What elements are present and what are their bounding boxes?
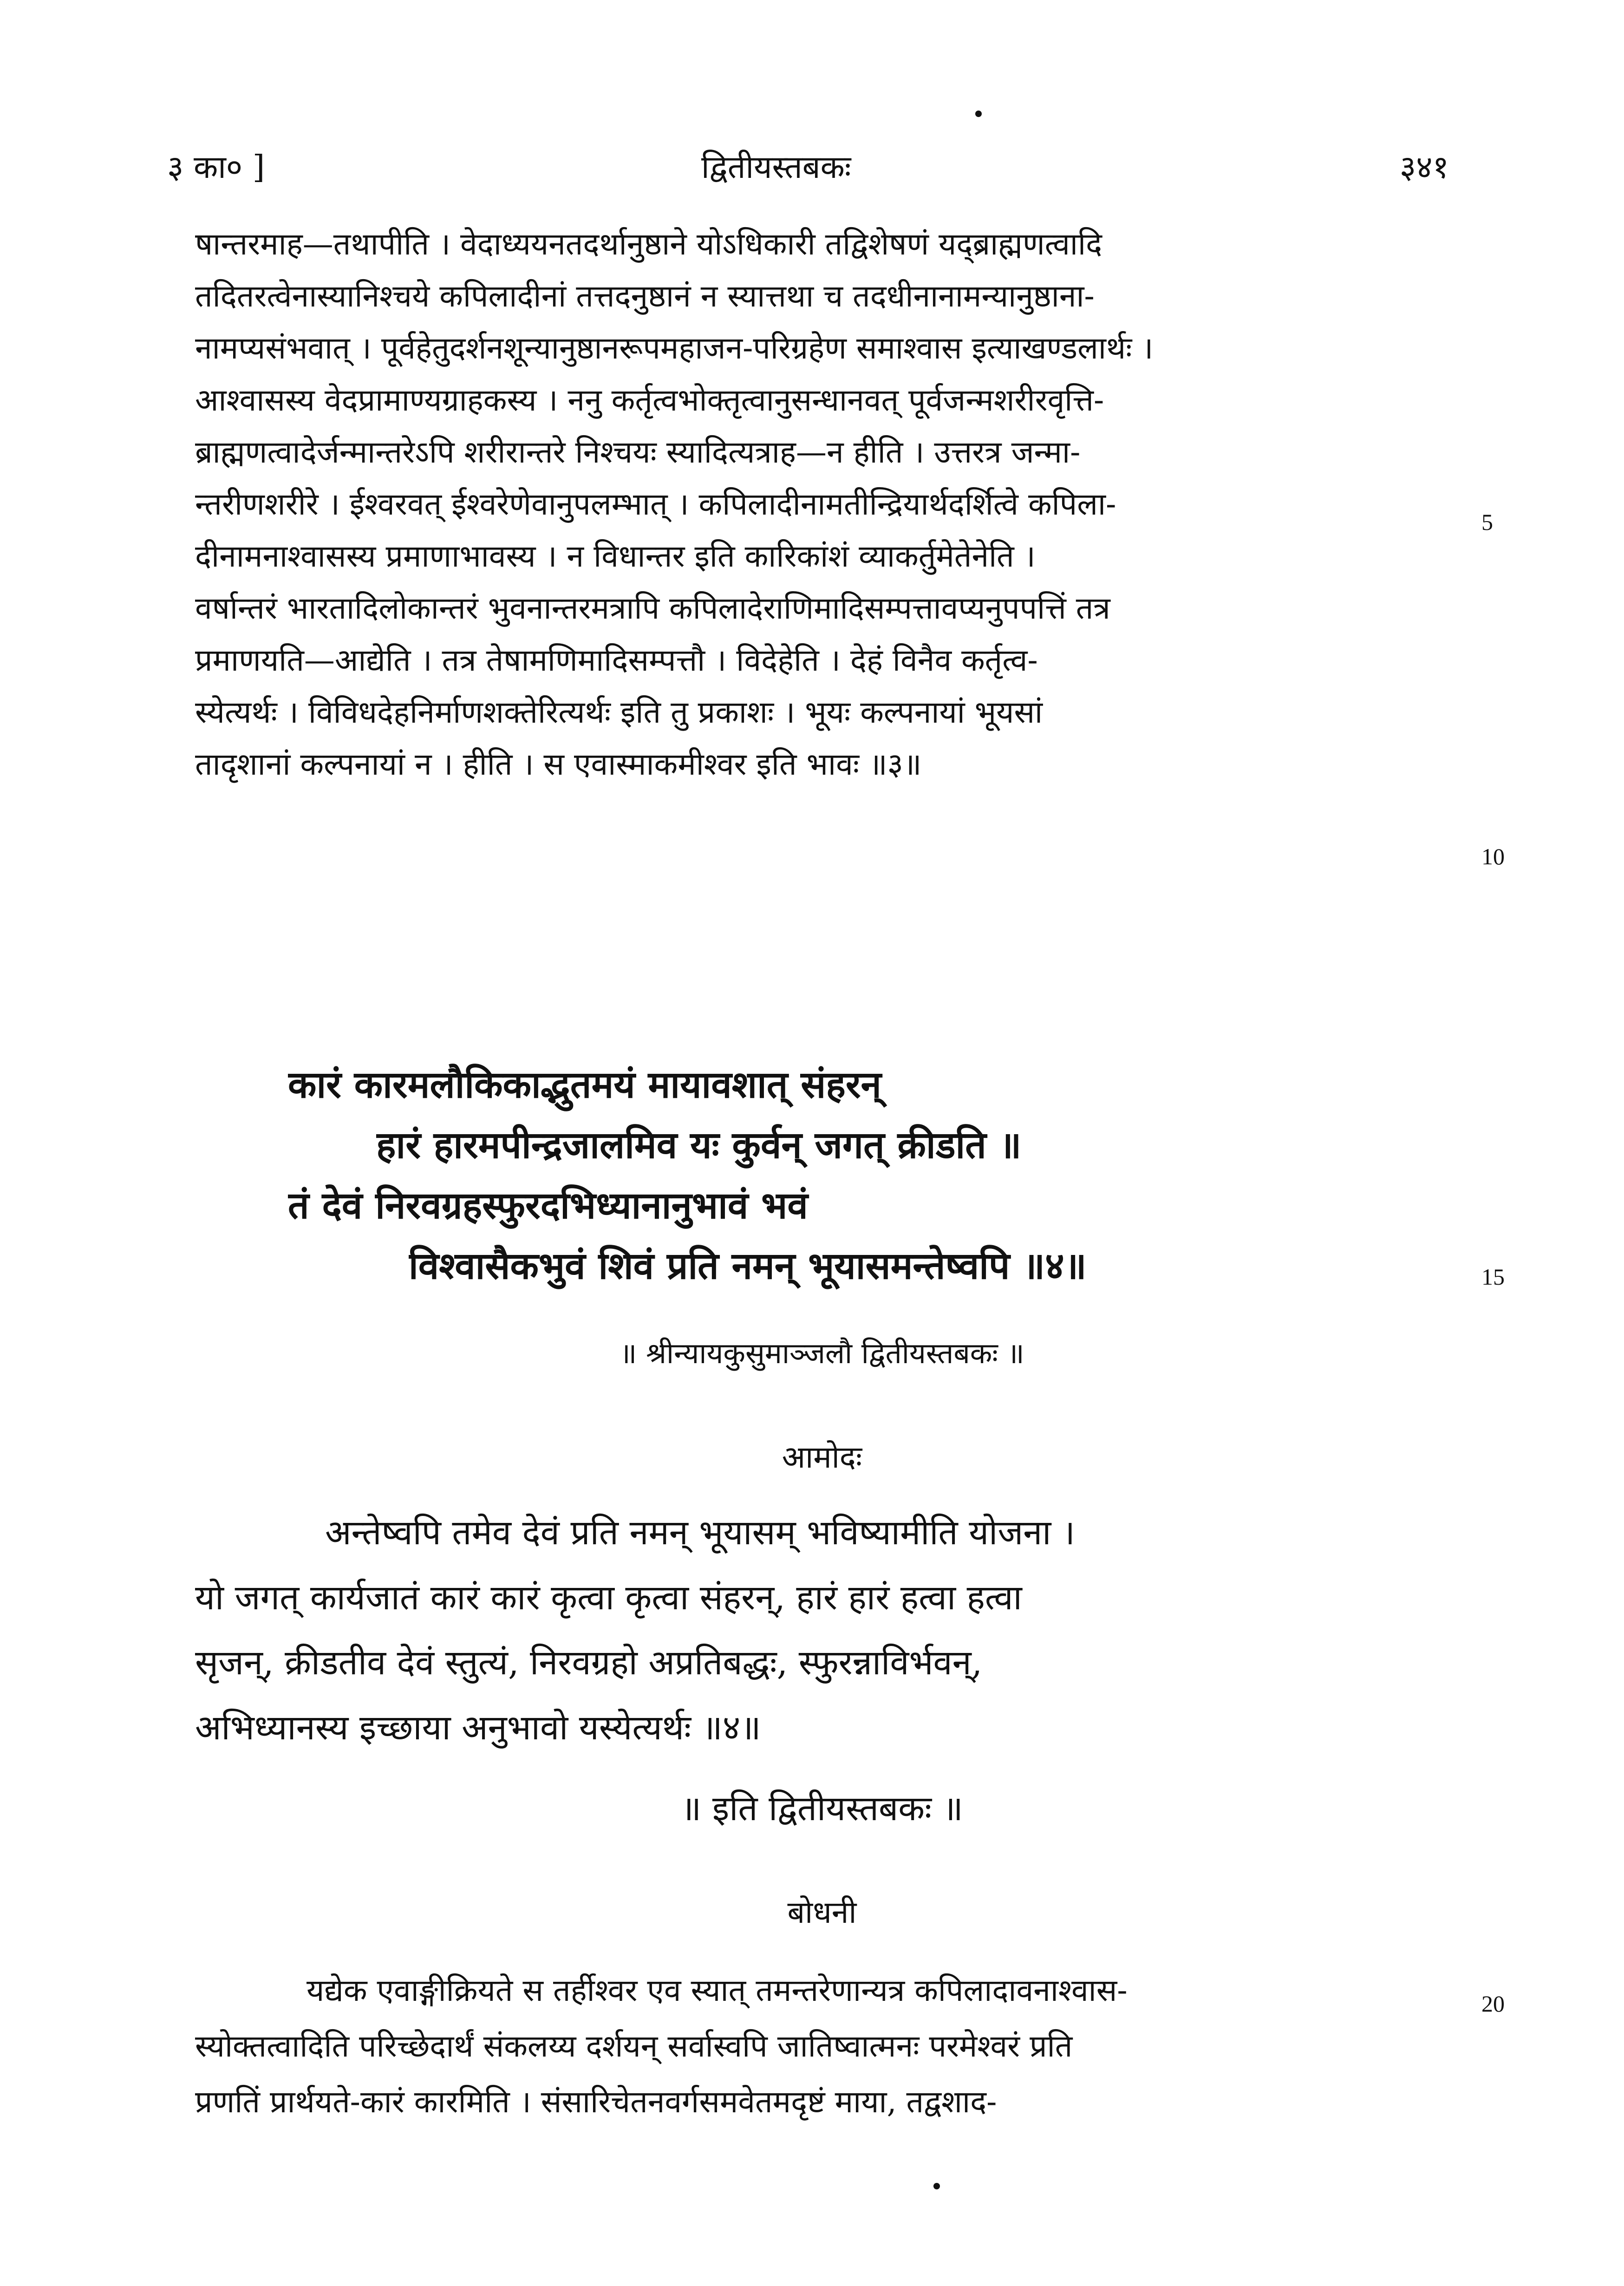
header-page-number: ३४१ xyxy=(1399,149,1449,186)
verse-line: तं देवं निरवग्रहस्फुरदभिध्यानानुभावं भवं xyxy=(288,1183,808,1227)
commentary-line: तादृशानां कल्पनायां न । हीति । स एवास्माकमीश्वर इति भावः ॥३॥ xyxy=(195,746,922,782)
line-number: 10 xyxy=(1481,843,1505,869)
commentary-line: ब्राह्मणत्वादेर्जन्मान्तरेऽपि शरीरान्तरे निश्चयः स्यादित्यत्राह—न हीति । उत्तरत्र जन्मा- xyxy=(195,434,1081,470)
bodhani-line: स्योक्तत्वादिति परिच्छेदार्थं संकलय्य दर्शयन् सर्वास्वपि जातिष्वात्मनः परमेश्वरं प्रति xyxy=(195,2028,1073,2064)
verse-block xyxy=(195,1054,1449,1314)
running-header xyxy=(167,125,1449,200)
chapter-end-line: ॥ इति द्वितीयस्तबकः ॥ xyxy=(681,1789,963,1829)
verse-line: हारं हारमपीन्द्रजालमिव यः कुर्वन् जगत् क्रीडति ॥ xyxy=(376,1123,1022,1167)
commentary-line: नामप्यसंभवात् । पूर्वहेतुदर्शनशून्यानुष्ठानरूपमहाजन-परिग्रहेण समाश्वास इत्याखण्डलार्थः । xyxy=(195,330,1154,366)
line-number: 5 xyxy=(1481,509,1493,535)
bodhani-line: प्रणतिं प्रार्थयते-कारं कारमिति । संसारिचेतनवर्गसमवेतमदृष्टं माया, तद्वशाद- xyxy=(195,2084,997,2120)
amoda-line: अन्तेष्वपि तमेव देवं प्रति नमन् भूयासम् भविष्यामीति योजना । xyxy=(325,1513,1076,1553)
commentary-line: तदितरत्वेनास्यानिश्चये कपिलादीनां तत्तदनुष्ठानं न स्यात्तथा च तदधीनानामन्यानुष्ठाना- xyxy=(195,278,1095,314)
commentary-line: प्रमाणयति—आद्येति । तत्र तेषामणिमादिसम्पत्तौ । विदेहेति । देहं विनैव कर्तृत्व- xyxy=(195,642,1038,678)
commentary-line: वर्षान्तरं भारतादिलोकान्तरं भुवनान्तरमत्रापि कपिलादेराणिमादिसम्पत्तावप्यनुपपत्तिं तत्र xyxy=(195,590,1110,626)
commentary-line: स्येत्यर्थः । विविधदेहनिर्माणशक्तेरित्यर्थः इति तु प्रकाशः । भूयः कल्पनायां भूयसां xyxy=(195,694,1043,730)
bodhani-line: यद्येक एवाङ्गीक्रियते स तर्हीश्वर एव स्यात् तमन्तरेणान्यत्र कपिलादावनाश्वास- xyxy=(307,1972,1128,2008)
section-heading-amoda: आमोदः xyxy=(782,1439,862,1475)
commentary-line: दीनामनाश्वासस्य प्रमाणाभावस्य । न विधान्तर इति कारिकांशं व्याकर्तुमेतेनेति । xyxy=(195,538,1036,574)
amoda-line: अभिध्यानस्य इच्छाया अनुभावो यस्येत्यर्थः ॥४॥ xyxy=(195,1708,761,1748)
line-number: 15 xyxy=(1481,1264,1505,1290)
amoda-commentary xyxy=(195,1500,1449,1779)
header-chapter-title: द्वितीयस्तबकः xyxy=(701,149,851,186)
commentary-top xyxy=(195,218,1449,803)
chapter-colophon: ॥ श्रीन्यायकुसुमाञ्जलौ द्वितीयस्तबकः ॥ xyxy=(620,1336,1024,1370)
amoda-line: यो जगत् कार्यजातं कारं कारं कृत्वा कृत्वा संहरन्, हारं हारं हत्वा हत्वा xyxy=(195,1578,1022,1618)
verse-line: कारं कारमलौकिकाद्भुतमयं मायावशात् संहरन् xyxy=(288,1063,881,1106)
section-heading-bodhani: बोधनी xyxy=(787,1894,857,1930)
print-speck xyxy=(975,111,982,117)
bodhani-commentary xyxy=(195,1965,1449,2132)
line-number: 20 xyxy=(1481,1991,1505,2017)
amoda-line: सृजन्, क्रीडतीव देवं स्तुत्यं, निरवग्रहो अप्रतिबद्धः, स्फुरन्नाविर्भवन्, xyxy=(195,1643,983,1683)
commentary-line: षान्तरमाह—तथापीति । वेदाध्ययनतदर्थानुष्ठाने योऽधिकारी तद्विशेषणं यद्ब्राह्मणत्वादि xyxy=(195,226,1102,262)
commentary-line: न्तरीणशरीरे । ईश्वरवत् ईश्वरेणेवानुपलम्भात् । कपिलादीनामतीन्द्रियार्थदर्शित्वे कपिला- xyxy=(195,486,1116,522)
commentary-line: आश्वासस्य वेदप्रामाण्यग्राहकस्य । ननु कर्तृत्वभोक्तृत्वानुसन्धानवत् पूर्वजन्मशरीरवृत्ति- xyxy=(195,382,1104,418)
print-speck xyxy=(933,2183,940,2189)
verse-line: विश्वासैकभुवं शिवं प्रति नमन् भूयासमन्तेष्वपि ॥४॥ xyxy=(409,1244,1087,1287)
header-section-marker: ३ का० ] xyxy=(167,149,265,186)
